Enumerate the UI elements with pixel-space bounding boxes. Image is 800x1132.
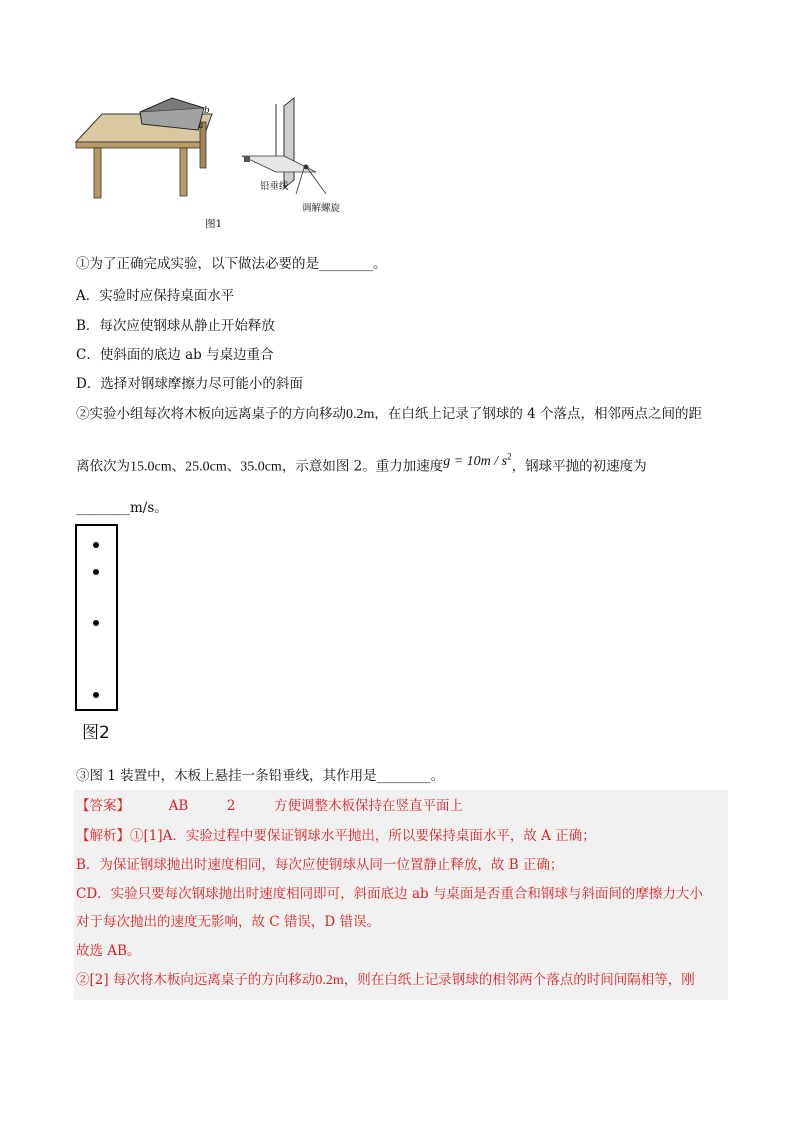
q1-option-d: D．选择对钢球摩擦力尽可能小的斜面 [76, 376, 303, 392]
analysis-line-6 [76, 970, 695, 991]
answer-3: 方便调整木板保持在竖直平面上 [274, 798, 464, 814]
q2-move-distance: 0.2m [346, 407, 375, 422]
analysis-line-6-post: ，则在白纸上记录钢球的相邻两个落点的时间间隔相等，刚 [343, 972, 695, 988]
answer-line [76, 796, 463, 816]
q1-option-c: C．使斜面的底边 ab 与桌边重合 [76, 347, 274, 363]
landing-point-2 [93, 569, 99, 575]
table-incline-figure [72, 94, 222, 204]
board-plumb-figure [236, 94, 356, 194]
q2-line3: ________m/s。 [76, 500, 168, 516]
q2-line2 [76, 452, 647, 478]
q2-sep-2: 、 [226, 458, 241, 475]
q2-gravity-value: g = 10m / s [443, 453, 508, 469]
landing-point-3 [93, 620, 99, 626]
q2-line2-post: ，钢球平抛的初速度为 [511, 458, 647, 475]
analysis-line-6-pre: ②[2] 每次将木板向远离桌子的方向移动 [76, 972, 316, 988]
q2-line1-pre: ②实验小组每次将木板向远离桌子的方向移动 [76, 406, 346, 422]
analysis-move-distance: 0.2m [315, 973, 344, 988]
point-a-label: a [198, 121, 204, 131]
q2-line2-pre: 离依次为 [76, 458, 130, 475]
q1-stem: ①为了正确完成实验，以下做法必要的是________。 [76, 256, 387, 272]
screw-label: 调解螺旋 [302, 203, 341, 214]
answer-1: AB [168, 798, 189, 814]
q1-option-a: A．实验时应保持桌面水平 [76, 288, 235, 304]
figure1-caption: 图1 [205, 218, 223, 230]
q2-distance-1: 15.0cm [130, 459, 172, 475]
q2-gravity [443, 451, 512, 469]
q2-distance-2: 25.0cm [185, 459, 227, 475]
answer-2: 2 [226, 798, 236, 814]
q2-sep-1: 、 [171, 458, 186, 475]
q2-line1-post: ，在白纸上记录了钢球的 4 个落点，相邻两点之间的距 [374, 406, 703, 422]
point-b-label: b [204, 106, 210, 116]
q3-stem: ③图 1 装置中，木板上悬挂一条铅垂线，其作用是________。 [76, 768, 445, 784]
q2-distance-3: 35.0cm [240, 459, 282, 475]
analysis-line-1: 【解析】①[1]A．实验过程中要保证钢球水平抛出，所以要保持桌面水平，故 A 正确； [76, 828, 596, 844]
plumb-line-label: 铅垂线 [260, 181, 289, 192]
answer-tag: 【答案】 [76, 798, 130, 814]
analysis-line-4: 对于每次抛出的速度无影响，故 C 错误，D 错误。 [76, 914, 381, 930]
analysis-line-5: 故选 AB。 [76, 943, 141, 959]
landing-point-4 [93, 692, 99, 698]
figure2-paper [75, 524, 118, 711]
q2-line1 [76, 404, 702, 425]
landing-point-1 [93, 542, 99, 548]
figure2-caption: 图2 [82, 723, 110, 743]
analysis-line-3: CD．实验只要每次钢球抛出时速度相同即可，斜面底边 ab 与桌面是否重合和钢球与斜面间的摩擦力大小 [76, 886, 703, 902]
analysis-line-2: B．为保证钢球抛出时速度相同，每次应使钢球从同一位置静止释放，故 B 正确； [76, 857, 564, 873]
q1-option-b: B．每次应使钢球从静止开始释放 [76, 318, 275, 334]
q2-gravity-exp: 2 [507, 451, 512, 461]
q2-line2-mid: ，示意如图 2。重力加速度 [281, 458, 444, 475]
